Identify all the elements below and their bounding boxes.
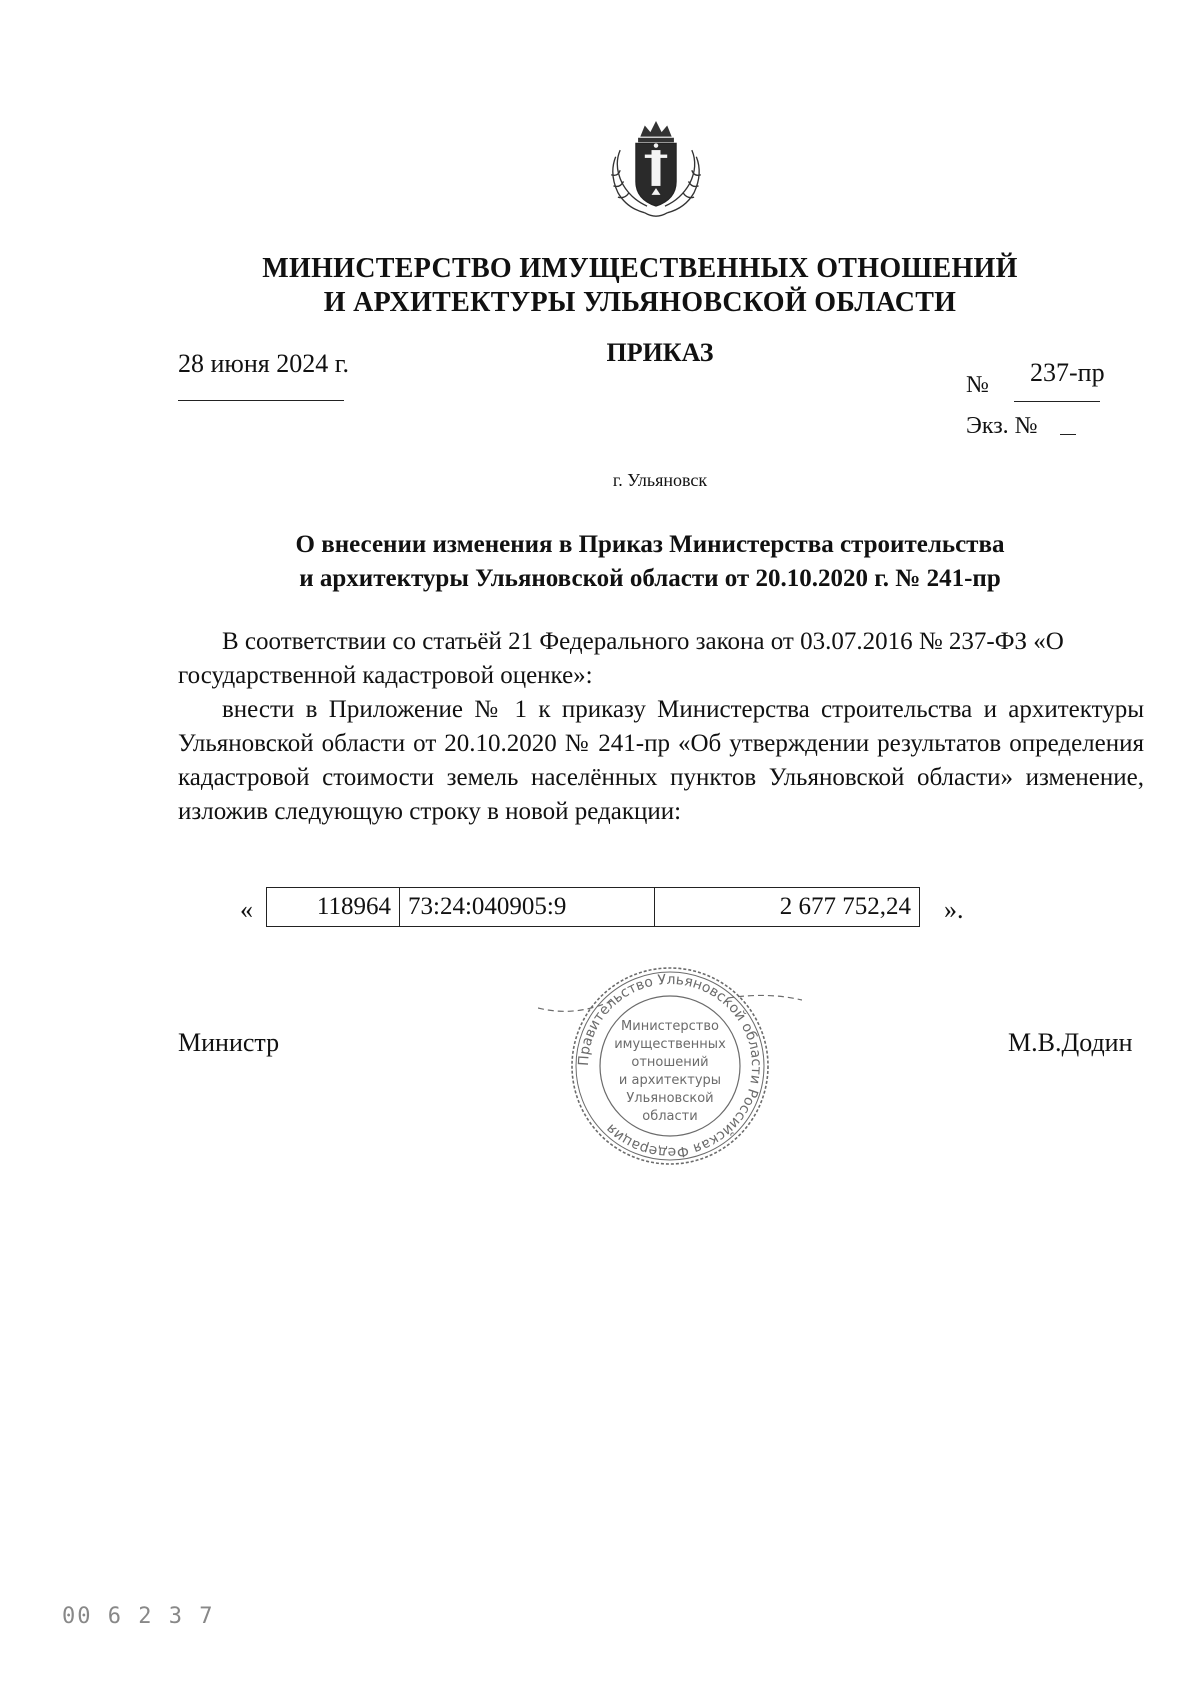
title-line2: и архитектуры Ульяновской области от 20.10.2020 г. № 241-пр [299, 565, 1001, 592]
number-underline [1014, 401, 1100, 402]
document-date: 28 июня 2024 г. [178, 349, 349, 378]
signatory-name: М.В.Додин [1008, 1028, 1133, 1057]
ministry-name-line1: МИНИСТЕРСТВО ИМУЩЕСТВЕННЫХ ОТНОШЕНИЙ [262, 253, 1018, 284]
coat-of-arms-icon [600, 112, 712, 224]
seal-inner-line: и архитектуры [618, 1073, 722, 1088]
scan-serial-mark: 00 6 2 3 7 [62, 1604, 215, 1629]
number-sign: № [966, 372, 989, 398]
preamble-paragraph: В соответствии со статьёй 21 Федерального закона от 03.07.2016 № 237-ФЗ «О государственной кадастровой оценке»: [178, 628, 1064, 689]
date-underline [178, 400, 344, 401]
city: г. Ульяновск [612, 470, 708, 490]
copy-number-label: Экз. № [966, 413, 1038, 439]
document-number: 237-пр [1030, 358, 1105, 387]
official-seal [538, 948, 802, 1178]
seal-inner-line: Ульяновской [626, 1091, 714, 1106]
seal-inner-line: отношений [631, 1055, 709, 1070]
ministry-name-line2: И АРХИТЕКТУРЫ УЛЬЯНОВСКОЙ ОБЛАСТИ [323, 287, 957, 318]
quote-close: ». [944, 895, 964, 924]
seal-inner-line: Министерство [621, 1019, 719, 1034]
document-type: ПРИКАЗ [606, 338, 714, 367]
cadastral-value-cell: 2 677 752,24 [655, 888, 920, 927]
resolution-paragraph: внести в Приложение № 1 к приказу Министерства строительства и архитектуры Ульяновской области от 20.10.2020 № 241-пр «Об утверждении результатов определения кадастровой стоимости земель населённых пунктов Ульяновской области» изменение, изложив следующую строку в новой редакции: [178, 696, 1144, 825]
seal-inner-line: области [642, 1109, 698, 1124]
row-number-cell: 118964 [267, 888, 400, 927]
table-row [267, 888, 920, 927]
signatory-title: Министр [178, 1028, 280, 1057]
record-table [266, 887, 920, 927]
seal-inner-line: имущественных [614, 1037, 726, 1052]
cadastral-number-cell: 73:24:040905:9 [400, 888, 655, 927]
seal-outer-text: Правительство Ульяновской области Российская Федерация [575, 971, 765, 1161]
copy-number-blank [1060, 434, 1076, 435]
title-line1: О внесении изменения в Приказ Министерства строительства [295, 531, 1005, 558]
quote-open: « [240, 895, 253, 924]
